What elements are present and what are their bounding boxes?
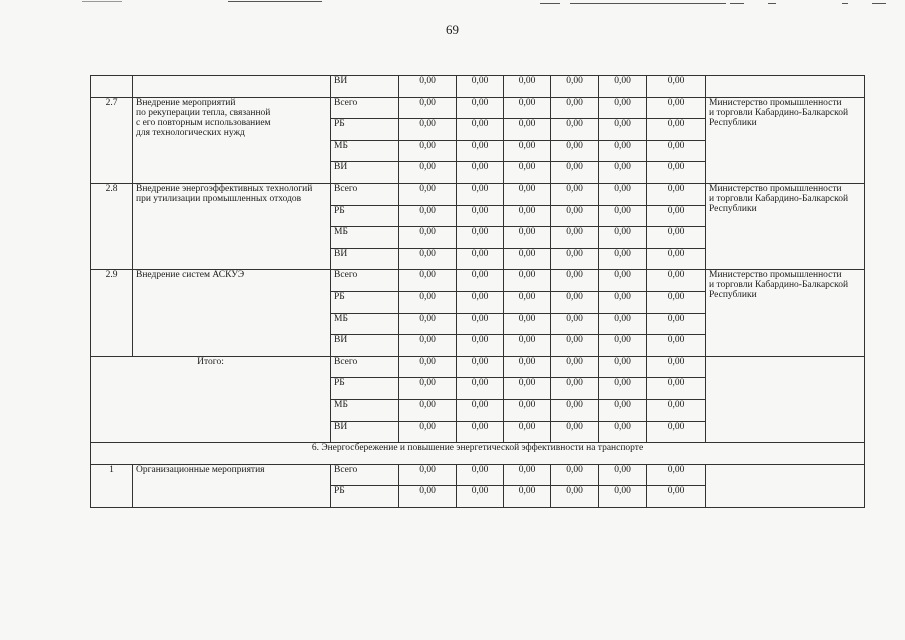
value-cell: 0,00 [399, 76, 457, 98]
value-cell: 0,00 [457, 313, 504, 335]
funding-source-cell: МБ [331, 227, 399, 249]
value-cell: 0,00 [647, 248, 706, 270]
value-cell: 0,00 [647, 162, 706, 184]
value-cell: 0,00 [647, 291, 706, 313]
value-cell: 0,00 [551, 356, 599, 378]
value-cell: 0,00 [551, 97, 599, 119]
funding-source-cell: ВИ [331, 421, 399, 443]
value-cell: 0,00 [399, 291, 457, 313]
value-cell: 0,00 [504, 119, 551, 141]
value-cell: 0,00 [647, 464, 706, 486]
value-cell: 0,00 [504, 421, 551, 443]
scan-artifact-line [228, 1, 322, 2]
value-cell: 0,00 [647, 399, 706, 421]
value-cell: 0,00 [647, 270, 706, 292]
value-cell: 0,00 [551, 335, 599, 357]
item-name-cell-line: Внедрение систем АСКУЭ [136, 270, 245, 281]
value-cell: 0,00 [399, 227, 457, 249]
scan-artifact-line [540, 3, 560, 4]
value-cell: 0,00 [599, 270, 647, 292]
value-cell: 0,00 [504, 335, 551, 357]
value-cell: 0,00 [399, 378, 457, 400]
funding-source-cell: ВИ [331, 335, 399, 357]
value-cell: 0,00 [457, 76, 504, 98]
value-cell: 0,00 [399, 270, 457, 292]
value-cell: 0,00 [457, 119, 504, 141]
funding-source-cell: РБ [331, 205, 399, 227]
item-name-cell-line: с его повторным использованием [136, 117, 271, 128]
scan-artifact-line [768, 3, 776, 4]
value-cell: 0,00 [457, 335, 504, 357]
page-number: 69 [446, 22, 459, 37]
value-cell: 0,00 [504, 97, 551, 119]
item-name-cell-line: Внедрение мероприятий [136, 97, 236, 108]
value-cell: 0,00 [457, 97, 504, 119]
value-cell: 0,00 [457, 162, 504, 184]
item-name-cell-line: Внедрение энергоэффективных технологий [136, 183, 313, 194]
scan-artifact-line [82, 1, 122, 2]
value-cell: 0,00 [504, 291, 551, 313]
item-name-cell-line: по рекуперации тепла, связанной [136, 107, 271, 118]
item-number-cell: 1 [91, 464, 133, 507]
funding-source-cell: ВИ [331, 248, 399, 270]
value-cell: 0,00 [647, 486, 706, 508]
item-name-cell-line: Организационные мероприятия [136, 464, 265, 475]
value-cell: 0,00 [647, 76, 706, 98]
value-cell: 0,00 [599, 378, 647, 400]
value-cell: 0,00 [457, 227, 504, 249]
value-cell: 0,00 [599, 486, 647, 508]
scan-artifact-line [730, 3, 744, 4]
executor-cell-line: и торговли Кабардино-Балкарской [709, 193, 849, 204]
executor-cell [706, 464, 865, 507]
value-cell: 0,00 [504, 313, 551, 335]
item-name-cell [133, 270, 331, 356]
value-cell: 0,00 [399, 313, 457, 335]
funding-source-cell: ВИ [331, 76, 399, 98]
value-cell: 0,00 [504, 356, 551, 378]
value-cell: 0,00 [647, 313, 706, 335]
funding-source-cell: Всего [331, 97, 399, 119]
funding-source-cell: МБ [331, 313, 399, 335]
value-cell: 0,00 [399, 205, 457, 227]
value-cell: 0,00 [599, 76, 647, 98]
value-cell: 0,00 [551, 248, 599, 270]
value-cell: 0,00 [457, 356, 504, 378]
value-cell: 0,00 [504, 248, 551, 270]
total-label-cell: Итого: [91, 356, 331, 442]
executor-cell-line: Министерство промышленности [709, 97, 842, 108]
value-cell: 0,00 [647, 356, 706, 378]
value-cell: 0,00 [399, 162, 457, 184]
value-cell: 0,00 [457, 183, 504, 205]
funding-source-cell: Всего [331, 183, 399, 205]
item-name-cell [133, 76, 331, 98]
executor-cell-line: Республики [709, 203, 757, 214]
value-cell: 0,00 [551, 140, 599, 162]
executor-cell [706, 270, 865, 356]
value-cell: 0,00 [399, 356, 457, 378]
executor-cell [706, 97, 865, 183]
scan-artifact-line [842, 3, 848, 4]
table-row [91, 270, 865, 292]
value-cell: 0,00 [599, 291, 647, 313]
value-cell: 0,00 [599, 421, 647, 443]
value-cell: 0,00 [599, 335, 647, 357]
funding-source-cell: РБ [331, 378, 399, 400]
value-cell: 0,00 [647, 421, 706, 443]
value-cell: 0,00 [504, 399, 551, 421]
value-cell: 0,00 [399, 119, 457, 141]
table-row [91, 97, 865, 119]
value-cell: 0,00 [647, 227, 706, 249]
value-cell: 0,00 [647, 183, 706, 205]
value-cell: 0,00 [599, 140, 647, 162]
value-cell: 0,00 [599, 119, 647, 141]
executor-cell-line: и торговли Кабардино-Балкарской [709, 107, 849, 118]
value-cell: 0,00 [457, 205, 504, 227]
table-row [91, 76, 865, 98]
value-cell: 0,00 [599, 183, 647, 205]
total-row [91, 356, 865, 378]
value-cell: 0,00 [457, 378, 504, 400]
value-cell: 0,00 [457, 421, 504, 443]
item-number-cell [91, 76, 133, 98]
value-cell: 0,00 [551, 313, 599, 335]
value-cell: 0,00 [399, 335, 457, 357]
value-cell: 0,00 [551, 464, 599, 486]
value-cell: 0,00 [599, 97, 647, 119]
value-cell: 0,00 [399, 486, 457, 508]
value-cell: 0,00 [504, 205, 551, 227]
value-cell: 0,00 [599, 464, 647, 486]
executor-cell-line: и торговли Кабардино-Балкарской [709, 280, 849, 291]
value-cell: 0,00 [457, 140, 504, 162]
value-cell: 0,00 [599, 399, 647, 421]
value-cell: 0,00 [599, 162, 647, 184]
value-cell: 0,00 [551, 183, 599, 205]
value-cell: 0,00 [399, 464, 457, 486]
value-cell: 0,00 [504, 140, 551, 162]
item-number-cell: 2.7 [91, 97, 133, 183]
funding-source-cell: РБ [331, 486, 399, 508]
value-cell: 0,00 [457, 486, 504, 508]
funding-source-cell: РБ [331, 291, 399, 313]
table-row [91, 183, 865, 205]
value-cell: 0,00 [551, 270, 599, 292]
funding-source-cell: Всего [331, 356, 399, 378]
value-cell: 0,00 [551, 486, 599, 508]
executor-cell-line: Министерство промышленности [709, 270, 842, 281]
table-row [91, 464, 865, 486]
value-cell: 0,00 [457, 464, 504, 486]
value-cell: 0,00 [399, 421, 457, 443]
item-name-cell-line: для технологических нужд [136, 127, 245, 138]
value-cell: 0,00 [647, 205, 706, 227]
value-cell: 0,00 [599, 313, 647, 335]
value-cell: 0,00 [504, 76, 551, 98]
executor-cell-line: Республики [709, 117, 757, 128]
value-cell: 0,00 [599, 205, 647, 227]
value-cell: 0,00 [457, 248, 504, 270]
value-cell: 0,00 [399, 248, 457, 270]
value-cell: 0,00 [551, 399, 599, 421]
value-cell: 0,00 [399, 97, 457, 119]
funding-source-cell: Всего [331, 270, 399, 292]
value-cell: 0,00 [457, 291, 504, 313]
executor-cell [706, 76, 865, 98]
funding-source-cell: МБ [331, 140, 399, 162]
value-cell: 0,00 [504, 270, 551, 292]
table-body [91, 76, 865, 508]
value-cell: 0,00 [457, 399, 504, 421]
value-cell: 0,00 [551, 76, 599, 98]
executor-cell [706, 183, 865, 269]
value-cell: 0,00 [551, 421, 599, 443]
value-cell: 0,00 [551, 291, 599, 313]
scan-artifact-line [570, 3, 726, 4]
funding-source-cell: РБ [331, 119, 399, 141]
value-cell: 0,00 [551, 205, 599, 227]
value-cell: 0,00 [551, 119, 599, 141]
value-cell: 0,00 [599, 248, 647, 270]
value-cell: 0,00 [551, 162, 599, 184]
value-cell: 0,00 [599, 356, 647, 378]
value-cell: 0,00 [599, 227, 647, 249]
item-number-cell: 2.8 [91, 183, 133, 269]
value-cell: 0,00 [551, 227, 599, 249]
value-cell: 0,00 [504, 162, 551, 184]
value-cell: 0,00 [551, 378, 599, 400]
value-cell: 0,00 [647, 119, 706, 141]
value-cell: 0,00 [504, 227, 551, 249]
value-cell: 0,00 [399, 183, 457, 205]
item-name-cell-line: при утилизации промышленных отходов [136, 193, 302, 204]
value-cell: 0,00 [647, 97, 706, 119]
section-title: 6. Энергосбережение и повышение энергетической эффективности на транспорте [91, 443, 865, 465]
value-cell: 0,00 [457, 270, 504, 292]
section-title-row [91, 443, 865, 465]
item-name-cell [133, 464, 331, 507]
value-cell: 0,00 [504, 486, 551, 508]
executor-cell-line: Республики [709, 290, 757, 301]
value-cell: 0,00 [504, 378, 551, 400]
value-cell: 0,00 [504, 183, 551, 205]
executor-cell-line: Министерство промышленности [709, 183, 842, 194]
item-name-cell [133, 97, 331, 183]
item-name-cell [133, 183, 331, 269]
value-cell: 0,00 [647, 378, 706, 400]
scan-artifact-line [872, 3, 886, 4]
value-cell: 0,00 [504, 464, 551, 486]
program-measures-table [90, 75, 865, 508]
funding-source-cell: ВИ [331, 162, 399, 184]
executor-cell [706, 356, 865, 442]
funding-source-cell: Всего [331, 464, 399, 486]
value-cell: 0,00 [399, 140, 457, 162]
funding-source-cell: МБ [331, 399, 399, 421]
item-number-cell: 2.9 [91, 270, 133, 356]
value-cell: 0,00 [647, 335, 706, 357]
value-cell: 0,00 [399, 399, 457, 421]
value-cell: 0,00 [647, 140, 706, 162]
